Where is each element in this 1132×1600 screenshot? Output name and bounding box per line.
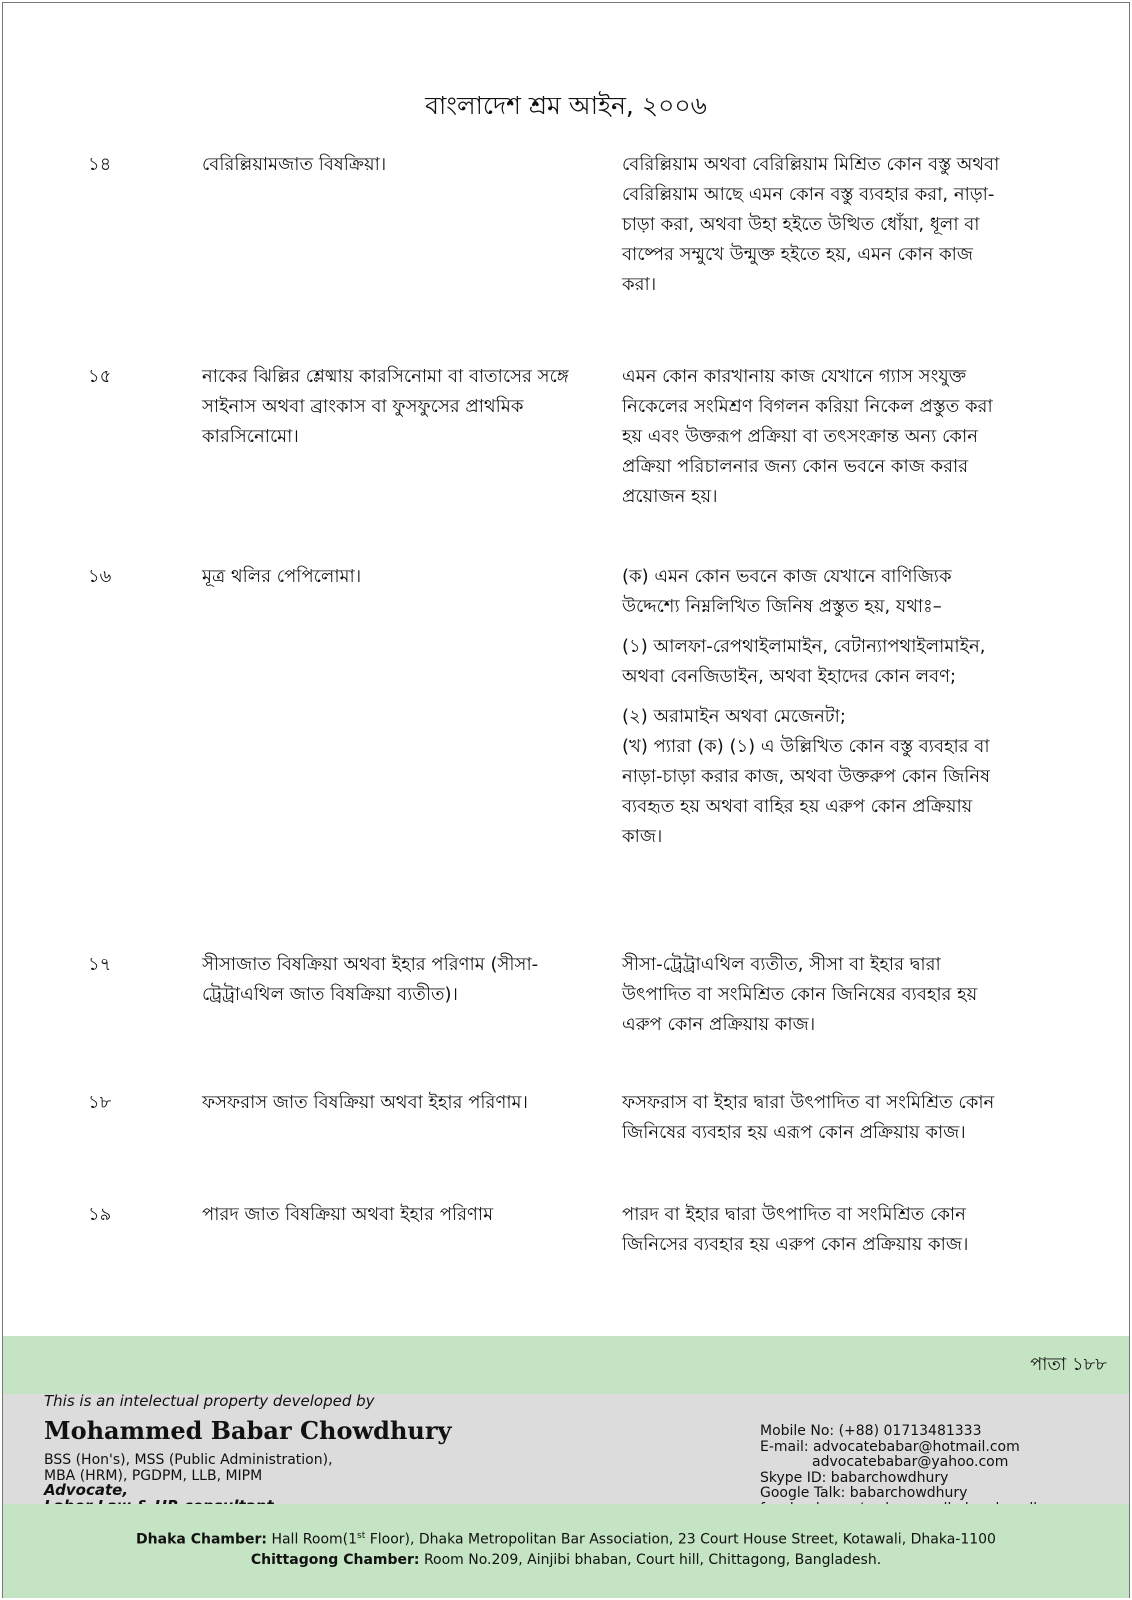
ip-note: This is an intelectual property developed by — [44, 1392, 375, 1410]
chittagong-chamber-label: Chittagong Chamber: — [250, 1551, 420, 1568]
page-number: পাতা ১৮৮ — [1030, 1354, 1107, 1375]
floor-superscript: st — [357, 1531, 366, 1541]
email-line: E-mail: advocatebabar@hotmail.com — [760, 1438, 1020, 1455]
process-paragraph: (খ) প্যারা (ক) (১) এ উল্লিখিত কোন বস্তু ব্যবহার বা নাড়া-চাড়া করার কাজ, অথবা উক্তরুপ কোন জিনিষ ব্যবহৃত হয় অথবা বাহির হয় এরুপ কোন প্রক্রিয়ায় কাজ। — [622, 736, 991, 847]
process-paragraph: (২) অরামাইন অথবা মেজেনটা; — [622, 706, 846, 727]
process-paragraph: (১) আলফা-রেপথাইলামাইন, বেটান্যাপথাইলামাইন, অথবা বেনজিডাইন, অথবা ইহাদের কোন লবণ; — [622, 636, 986, 687]
skype-id: Skype ID: babarchowdhury — [760, 1469, 949, 1486]
process-text: সীসা-ট্রেট্রাএথিল ব্যতীত, সীসা বা ইহার দ্বারা উৎপাদিত বা সংমিশ্রিত কোন জিনিষের ব্যবহার হয় এরুপ কোন প্রক্রিয়ায় কাজ। — [622, 954, 978, 1035]
email-line: advocatebabar@yahoo.com — [812, 1454, 1009, 1470]
qualifications-line: MBA (HRM), PGDPM, LLB, MIPM — [44, 1468, 263, 1484]
disease-text: নাকের ঝিল্লির শ্লেষ্মায় কারসিনোমা বা বাতাসের সঙ্গে সাইনাস অথবা ব্রাংকাস বা ফুসফুসের প্রাথমিক কারসিনোমো। — [202, 366, 569, 447]
chittagong-chamber — [0, 1550, 1132, 1570]
process-text: বেরিল্লিয়াম অথবা বেরিল্লিয়াম মিশ্রিত কোন বস্তু অথবা বেরিল্লিয়াম আছে এমন কোন বস্তু ব্যবহার করা, নাড়া-চাড়া করা, অথবা উহা হইতে উত্থিত ধোঁয়া, ধূলা বা বাষ্পের সম্মুখে উন্মুক্ত হইতে হয়, এমন কোন কাজ করা। — [622, 154, 1000, 295]
disease-text: পারদ জাত বিষক্রিয়া অথবা ইহার পরিণাম — [202, 1204, 494, 1225]
google-talk: Google Talk: babarchowdhury — [760, 1485, 968, 1501]
dhaka-chamber-label: Dhaka Chamber: — [136, 1531, 267, 1548]
entry-number: ১৯ — [88, 1204, 112, 1225]
disease-text: সীসাজাত বিষক্রিয়া অথবা ইহার পরিণাম (সীসা-ট্রেট্রাএথিল জাত বিষক্রিয়া ব্যতীত)। — [202, 954, 539, 1005]
process-block — [622, 562, 1007, 852]
disease-text: মূত্র থলির পেপিলোমা। — [202, 566, 362, 587]
entry-number: ১৫ — [88, 366, 112, 387]
dhaka-chamber — [0, 1526, 1132, 1550]
dhaka-chamber-text: Hall Room(1 — [267, 1531, 358, 1548]
process-text: ফসফরাস বা ইহার দ্বারা উৎপাদিত বা সংমিশ্রিত কোন জিনিষের ব্যবহার হয় এরূপ কোন প্রক্রিয়ায় কাজ। — [622, 1092, 995, 1143]
qualifications — [44, 1452, 424, 1484]
page-number-bar — [3, 1336, 1129, 1394]
process-text: পারদ বা ইহার দ্বারা উৎপাদিত বা সংমিশ্রিত কোন জিনিসের ব্যবহার হয় এরুপ কোন প্রক্রিয়ায় কাজ। — [622, 1204, 969, 1255]
page-title: বাংলাদেশ শ্রম আইন, ২০০৬ — [425, 91, 707, 120]
dhaka-chamber-text: Floor), Dhaka Metropolitan Bar Association, 23 Court House Street, Kotawali, Dhaka-1100 — [365, 1531, 996, 1548]
entry-number: ১৪ — [88, 154, 112, 175]
qualifications-line: BSS (Hon's), MSS (Public Administration), — [44, 1452, 333, 1468]
entry-number: ১৮ — [88, 1092, 112, 1113]
mobile-number: Mobile No: (+88) 01713481333 — [760, 1423, 982, 1439]
chittagong-chamber-text: Room No.209, Ainjibi bhaban, Court hill, Chittagong, Bangladesh. — [419, 1551, 882, 1568]
process-paragraph: (ক) এমন কোন ভবনে কাজ যেখানে বাণিজ্যিক উদ্দেশ্যে নিম্নলিখিত জিনিষ প্রস্তুত হয়, যথাঃ– — [622, 566, 952, 617]
disease-text: ফসফরাস জাত বিষক্রিয়া অথবা ইহার পরিণাম। — [202, 1092, 528, 1113]
process-text: এমন কোন কারখানায় কাজ যেখানে গ্যাস সংযুক্ত নিকেলের সংমিশ্রণ বিগলন করিয়া নিকেল প্রস্তুত করা হয় এবং উক্তরূপ প্রক্রিয়া বা তৎসংক্রান্ত অন্য কোন প্রক্রিয়া পরিচালনার জন্য কোন ভবনে কাজ করার প্রয়োজন হয়। — [622, 366, 993, 507]
author-name: Mohammed Babar Chowdhury — [44, 1416, 452, 1445]
role-line: Advocate, — [44, 1481, 129, 1499]
entry-number: ১৭ — [88, 954, 112, 975]
entry-number: ১৬ — [88, 566, 112, 587]
chamber-addresses — [0, 1526, 1132, 1570]
disease-text: বেরিল্লিয়ামজাত বিষক্রিয়া। — [202, 154, 387, 175]
